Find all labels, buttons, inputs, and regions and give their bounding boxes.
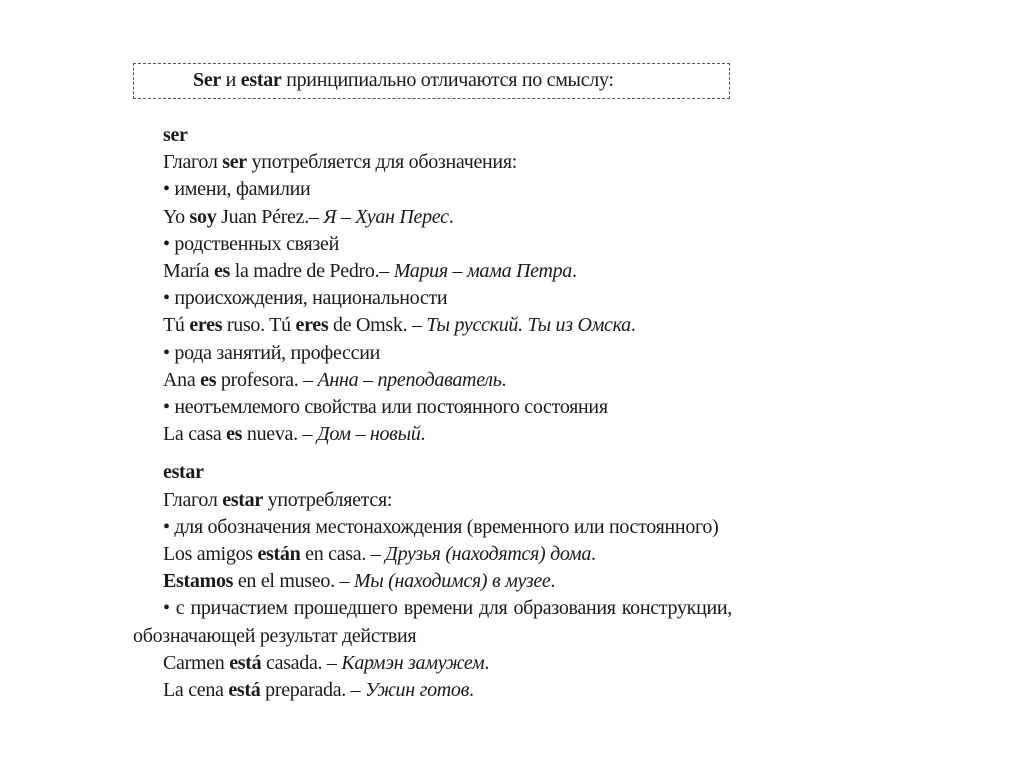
text-segment: • с причастием прошедшего времени для образования конструкции, обозначающей результат действия [133,597,732,647]
text-segment: принципиально отличаются по смыслу: [281,69,614,91]
text-line [133,285,732,312]
text-segment: preparada. – [260,679,366,702]
text-segment: la madre de Pedro.– [230,260,394,283]
text-line [133,312,732,339]
text-segment: Los amigos [163,543,258,566]
text-segment: profesora. – [216,368,318,391]
bold-term: Estamos [163,570,234,593]
bold-term: están [257,543,301,566]
text-segment: Carmen [163,651,230,674]
translation-text: Кармэн замужем [341,651,485,674]
text-line [133,394,732,421]
bold-term: es [226,423,243,446]
text-line [133,595,732,649]
summary-box [133,63,730,99]
translation-text: Мария – мама Петра [393,260,572,283]
text-segment: и [220,69,241,91]
text-line [133,176,732,203]
bold-term: eres [189,314,223,337]
text-segment: nueva. – [242,423,317,446]
text-segment: . [469,679,474,702]
text-segment: употребляется: [262,488,393,511]
translation-text: Ужин готов [365,679,470,702]
text-segment: . [550,570,556,593]
text-line [133,421,732,448]
text-segment: La casa [163,423,227,446]
text-line [133,568,732,595]
bold-term: estar [240,69,282,91]
text-segment: употребляется для обозначения: [246,151,517,174]
section-heading: ser [163,124,188,146]
text-line [133,650,732,677]
translation-text: Я – Хуан Перес [323,205,449,228]
bold-term: está [229,651,262,674]
text-segment: Глагол [163,488,223,511]
text-segment: de Omsk. – [328,314,427,337]
text-segment: casada. – [261,651,342,674]
text-segment: Tú [163,314,190,337]
text-line [133,677,732,704]
text-segment: • рода занятий, профессии [163,341,381,364]
section-heading: estar [163,461,204,484]
text-segment: . [501,368,507,391]
text-line [133,487,732,514]
text-segment: • для обозначения местонахождения (временного или постоянного) [163,515,719,538]
bold-term: es [200,368,217,391]
text-segment: . [572,260,577,283]
translation-text: Анна – преподаватель [317,368,502,391]
text-segment: Ana [163,368,201,391]
section-estar [133,459,732,704]
text-segment: • неотъемлемого свойства или постоянного состояния [163,396,608,419]
text-segment: • родственных связей [163,232,340,255]
bold-term: estar [222,488,263,511]
bold-term: ser [222,151,247,174]
text-segment: La cena [163,679,229,702]
bold-term: es [213,260,231,283]
text-segment: en el museo. – [233,570,354,593]
translation-text: Друзья (находятся) дома [385,543,592,566]
summary-text [163,69,614,92]
section-ser [133,122,732,448]
text-line [133,541,732,568]
bold-term: eres [295,314,329,337]
text-segment: Глагол [163,151,223,174]
text-segment: . [591,543,596,566]
bold-term: soy [189,205,217,228]
text-line [133,204,732,231]
translation-text: Мы (находимся) в музее [353,570,551,593]
translation-text: Дом – новый [316,423,421,446]
text-segment: Yo [163,205,190,228]
text-line [133,514,732,541]
text-segment: • происхождения, национальности [163,287,448,310]
grammar-content [133,122,732,704]
text-segment: . [420,423,426,446]
text-line [133,258,732,285]
text-segment: María [163,260,214,283]
text-segment: Juan Pérez.– [216,205,324,228]
text-segment: . [630,314,636,337]
text-segment: ruso. Tú [222,314,296,337]
text-line [133,149,732,176]
text-line [133,367,732,394]
bold-term: Ser [193,69,221,91]
text-segment: . [484,651,490,674]
text-line [133,231,732,258]
text-segment: . [448,205,454,228]
bold-term: está [228,679,261,702]
translation-text: Ты русский. Ты из Омска [426,314,631,337]
text-segment: en casa. – [300,543,386,566]
text-line [133,340,732,367]
text-segment: • имени, фамилии [163,178,311,201]
